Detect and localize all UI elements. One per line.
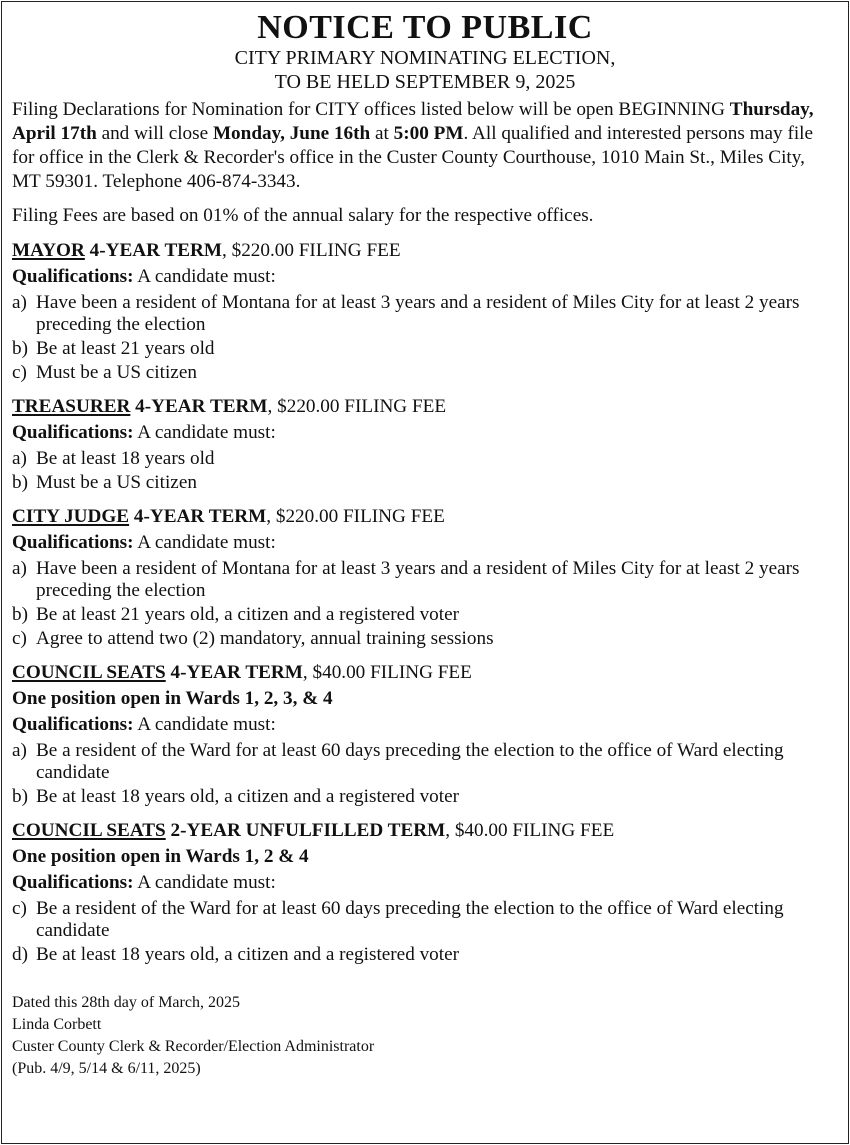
item-label: a) <box>12 292 27 313</box>
positions-open <box>12 844 838 870</box>
item-text: Have been a resident of Montana for at least 3 years and a resident of Miles City for at least 2 years preceding the election <box>36 292 800 335</box>
positions-text: One position open in Wards 1, 2, 3, & 4 <box>12 688 333 709</box>
qualification-item <box>12 740 838 784</box>
office-term: 4-YEAR TERM <box>165 662 303 683</box>
item-text: Agree to attend two (2) mandatory, annual training sessions <box>36 628 494 649</box>
qualification-item <box>12 898 838 942</box>
qualifications-text: A candidate must: <box>133 422 276 443</box>
office-heading <box>12 504 838 530</box>
qualification-item <box>12 472 838 494</box>
qualifications-label: Qualifications: <box>12 714 134 735</box>
office-heading <box>12 818 838 844</box>
item-text: Be at least 18 years old, a citizen and a registered voter <box>36 786 460 807</box>
qualifications-label: Qualifications: <box>12 872 134 893</box>
qualifications-text: A candidate must: <box>133 714 276 735</box>
item-label: b) <box>12 338 28 359</box>
notice-subtitle-line2: TO BE HELD SEPTEMBER 9, 2025 <box>274 71 576 93</box>
intro-paragraph <box>12 98 838 194</box>
intro-text-4: . All qualified and interested persons may file for office in the Clerk & Recorder's office in the Custer County Courthouse, 1010 Main St., Miles City, MT 59301. Telephone 406-874-3343. <box>12 123 814 192</box>
item-label: a) <box>12 558 27 579</box>
qualifications-text: A candidate must: <box>133 872 276 893</box>
item-text: Must be a US citizen <box>36 362 197 383</box>
qualification-item <box>12 448 838 470</box>
qualifications-line <box>12 712 838 738</box>
item-label: b) <box>12 472 28 493</box>
office-sections <box>12 238 838 966</box>
fees-note: Filing Fees are based on 01% of the annual salary for the respective offices. <box>12 205 594 226</box>
office-section <box>12 660 838 808</box>
item-text: Have been a resident of Montana for at least 3 years and a resident of Miles City for at least 2 years preceding the election <box>36 558 800 601</box>
item-label: c) <box>12 898 27 919</box>
notice-subtitle-line1: CITY PRIMARY NOMINATING ELECTION, <box>234 47 616 69</box>
open-date: Thursday, April 17th <box>12 99 814 144</box>
qualifications-text: A candidate must: <box>133 532 276 553</box>
item-label: d) <box>12 944 28 965</box>
notice-title: NOTICE TO PUBLIC <box>257 9 593 46</box>
item-text: Must be a US citizen <box>36 472 197 493</box>
qualifications-line <box>12 420 838 446</box>
intro-text-1: Filing Declarations for Nomination for CITY offices listed below will be open BEGINNING <box>12 99 730 120</box>
office-heading <box>12 238 838 264</box>
publication-dates: (Pub. 4/9, 5/14 & 6/11, 2025) <box>12 1060 201 1077</box>
qualification-item <box>12 338 838 360</box>
item-label: c) <box>12 362 27 383</box>
intro-text-2: and will close <box>96 123 213 144</box>
positions-open <box>12 686 838 712</box>
qualifications-line <box>12 264 838 290</box>
item-text: Be at least 18 years old <box>36 448 215 469</box>
signer-title: Custer County Clerk & Recorder/Election Administrator <box>12 1038 375 1055</box>
qualification-item <box>12 292 838 336</box>
office-fee: , $220.00 FILING FEE <box>266 506 445 527</box>
office-name: MAYOR <box>12 240 85 261</box>
item-text: Be a resident of the Ward for at least 60 days preceding the election to the office of Ward electing candidate <box>36 740 784 783</box>
dated-line: Dated this 28th day of March, 2025 <box>12 994 240 1011</box>
qualifications-label: Qualifications: <box>12 266 134 287</box>
office-term: 2-YEAR UNFULFILLED TERM <box>165 820 446 841</box>
office-section <box>12 818 838 966</box>
office-section <box>12 238 838 384</box>
notice-footer <box>12 992 838 1080</box>
office-section <box>12 394 838 494</box>
qualification-item <box>12 604 838 626</box>
office-fee: , $40.00 FILING FEE <box>445 820 615 841</box>
signer-name: Linda Corbett <box>12 1016 102 1033</box>
item-label: b) <box>12 604 28 625</box>
office-fee: , $220.00 FILING FEE <box>267 396 447 417</box>
item-label: b) <box>12 786 28 807</box>
qualifications-line <box>12 870 838 896</box>
qualification-item <box>12 786 838 808</box>
item-text: Be a resident of the Ward for at least 60 days preceding the election to the office of Ward electing candidate <box>36 898 784 941</box>
item-text: Be at least 18 years old, a citizen and a registered voter <box>36 944 460 965</box>
office-fee: , $40.00 FILING FEE <box>302 662 472 683</box>
office-term: 4-YEAR TERM <box>84 240 223 261</box>
qualification-item <box>12 628 838 650</box>
qualifications-text: A candidate must: <box>133 266 276 287</box>
qualification-item <box>12 944 838 966</box>
item-text: Be at least 21 years old, a citizen and a registered voter <box>36 604 460 625</box>
item-text: Be at least 21 years old <box>36 338 215 359</box>
office-term: 4-YEAR TERM <box>130 396 268 417</box>
public-notice <box>12 10 838 1080</box>
item-label: c) <box>12 628 27 649</box>
office-heading <box>12 660 838 686</box>
office-fee: , $220.00 FILING FEE <box>222 240 401 261</box>
close-date: Monday, June 16th <box>212 123 371 144</box>
item-label: a) <box>12 740 27 761</box>
office-term: 4-YEAR TERM <box>129 506 267 527</box>
office-name: CITY JUDGE <box>12 506 130 527</box>
office-name: TREASURER <box>12 396 131 417</box>
office-name: COUNCIL SEATS <box>12 662 166 683</box>
qualifications-label: Qualifications: <box>12 422 134 443</box>
office-section <box>12 504 838 650</box>
item-label: a) <box>12 448 27 469</box>
qualification-item <box>12 362 838 384</box>
positions-text: One position open in Wards 1, 2 & 4 <box>12 846 309 867</box>
qualifications-label: Qualifications: <box>12 532 134 553</box>
qualification-item <box>12 558 838 602</box>
office-heading <box>12 394 838 420</box>
intro-text-3: at <box>370 123 394 144</box>
office-name: COUNCIL SEATS <box>12 820 166 841</box>
qualifications-line <box>12 530 838 556</box>
close-time: 5:00 PM <box>393 123 464 144</box>
